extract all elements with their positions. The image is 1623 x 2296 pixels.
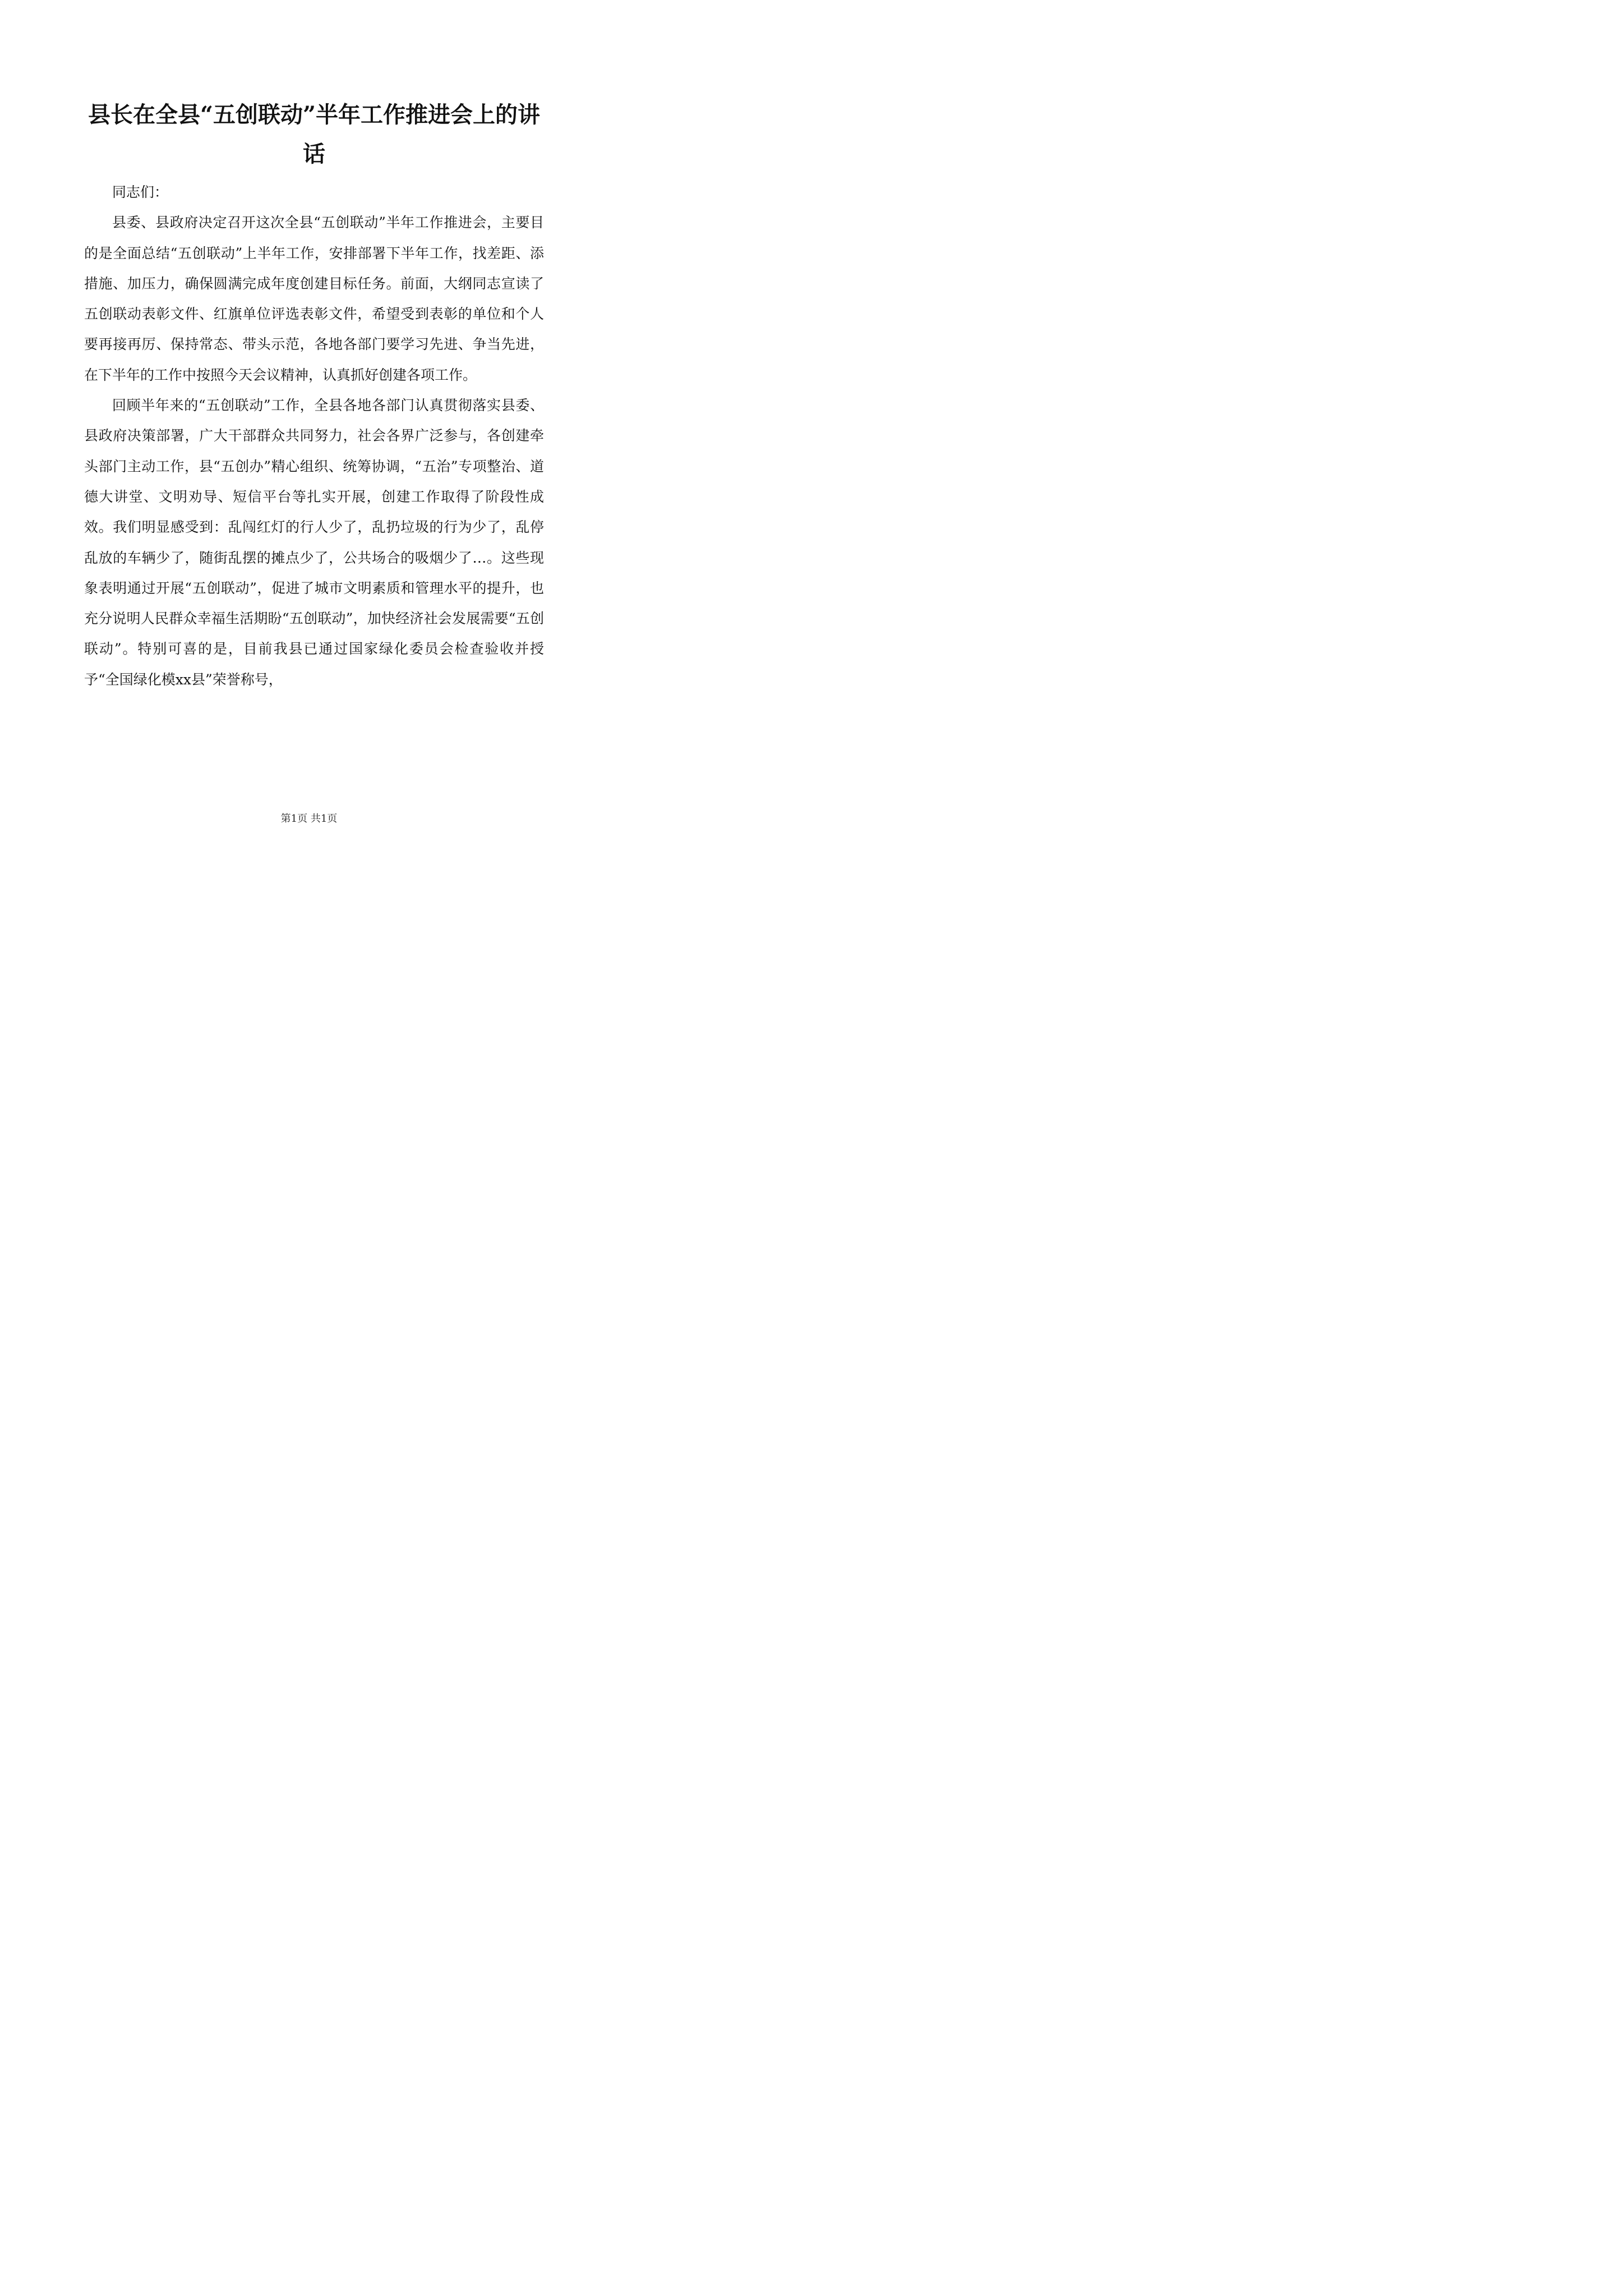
document-title: 县长在全县“五创联动”半年工作推进会上的讲话 bbox=[87, 102, 540, 167]
document-page bbox=[0, 0, 618, 875]
body-paragraph: 回顾半年来的“五创联动”工作，全县各地各部门认真贯彻落实县委、县政府决策部署，广大干部群众共同努力，社会各界广泛参与，各创建牵头部门主动工作，县“五创办”精心组织、统筹协调，“五治”专项整治、道德大讲堂、文明劝导、短信平台等扎实开展，创建工作取得了阶段性成效。我们明显感受到：乱闯红灯的行人少了，乱扔垃圾的行为少了，乱停乱放的车辆少了，随街乱摆的摊点少了，公共场合的吸烟少了…。这些现象表明通过开展“五创联动”，促进了城市文明素质和管理水平的提升，也充分说明人民群众幸福生活期盼“五创联动”，加快经济社会发展需要“五创联动”。特别可喜的是，目前我县已通过国家绿化委员会检查验收并授予“全国绿化模xx县”荣誉称号， bbox=[84, 397, 544, 688]
document-body bbox=[84, 177, 544, 695]
salutation: 同志们： bbox=[112, 184, 169, 200]
body-paragraph: 县委、县政府决定召开这次全县“五创联动”半年工作推进会，主要目的是全面总结“五创联动”上半年工作，安排部署下半年工作，找差距、添措施、加压力，确保圆满完成年度创建目标任务。前面，大纲同志宣读了五创联动表彰文件、红旗单位评选表彰文件，希望受到表彰的单位和个人要再接再厉、保持常态、带头示范，各地各部门要学习先进、争当先进，在下半年的工作中按照今天会议精神，认真抓好创建各项工作。 bbox=[84, 214, 544, 383]
page-number-footer: 第1页 共1页 bbox=[280, 813, 338, 825]
